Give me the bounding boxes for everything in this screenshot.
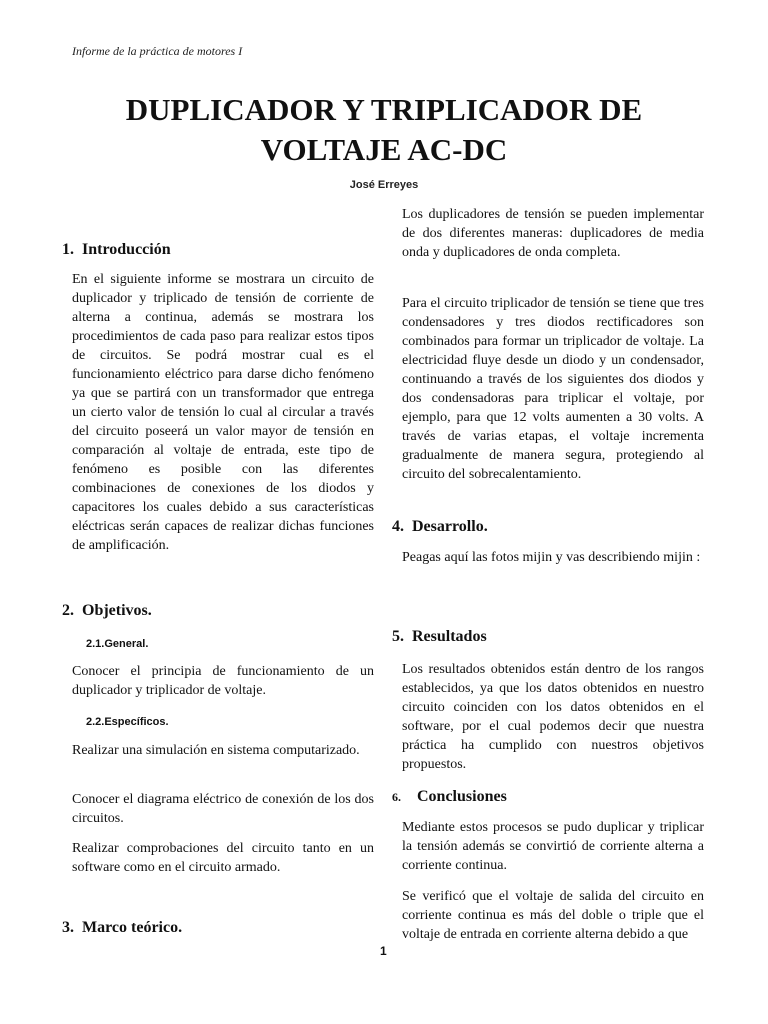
section-number: 6. [392,790,401,804]
section-heading-objetivos [62,601,152,620]
especifico-item-2: Conocer el diagrama eléctrico de conexión de los dos circuitos. [72,792,374,826]
section-heading-introduccion [62,240,171,259]
conclusiones-paragraph-2: Se verificó que el voltaje de salida del circuito en corriente continua es más del doble o triple que el voltaje de entrada en corriente alterna debido a que [402,889,704,942]
section-heading-conclusiones [392,787,507,807]
running-header: Informe de la práctica de motores I [72,44,243,58]
page-number: 1 [380,944,387,958]
section-number: 3. [62,919,74,936]
especifico-item-1: Realizar una simulación en sistema computarizado. [72,743,360,758]
section-heading-desarrollo [392,517,488,536]
marco-paragraph-2: Para el circuito triplicador de tensión se tiene que tres condensadores y tres diodos rectificadores son combinados para formar un triplicador de voltaje. La electricidad fluye desde un diodo y un condensador, continuando a través de los siguientes dos diodos y dos condensadoras para triplicar el voltaje, por ejemplo, para que 12 volts aumenten a 30 volts. A través de varias etapas, el voltaje incrementa gradualmente de manera segura, protegiendo al circuito del sobrecalentamiento. [402,296,704,482]
section-number: 2. [62,602,74,619]
general-paragraph: Conocer el principia de funcionamiento de un duplicador y triplicador de voltaje. [72,664,374,698]
desarrollo-paragraph: Peagas aquí las fotos mijin y vas describiendo mijin : [402,550,701,565]
section-heading-marco [62,918,182,937]
section-number: 1. [62,241,74,258]
section-title: Marco teórico. [82,919,183,936]
section-title: Objetivos. [82,602,152,619]
resultados-paragraph: Los resultados obtenidos están dentro de los rangos establecidos, ya que los datos obtenidos en nuestro circuito coinciden con los datos obtenidos en el software, por el cual podemos decir que nuestra práctica ha cumplido con nuestros objetivos propuestos. [402,662,704,772]
conclusiones-paragraph-1: Mediante estos procesos se pudo duplicar y triplicar la tensión además se convirtió de corriente alterna a corriente continua. [402,820,704,873]
section-number: 5. [392,628,404,645]
section-title: Desarrollo. [412,518,488,535]
title-line-2: VOLTAJE AC-DC [260,132,508,167]
title-line-1: DUPLICADOR Y TRIPLICADOR DE [125,92,643,127]
page-title [60,90,708,170]
section-title: Conclusiones [417,788,507,805]
section-heading-resultados [392,627,487,646]
subsection-heading-general: 2.1.General. [86,638,149,650]
especifico-item-3: Realizar comprobaciones del circuito tanto en un software como en el circuito armado. [72,841,374,875]
subsection-heading-especificos: 2.2.Específicos. [86,716,169,728]
section-number: 4. [392,518,404,535]
introduccion-paragraph: En el siguiente informe se mostrara un circuito de duplicador y triplicado de tensión de corriente de alterna a continua, además se mostrara los procedimientos de cada paso para realizar estos tipos de circuitos. Se podrá mostrar cual es el funcionamiento eléctrico para darse dicho fenómeno ya que se partirá con un transformador que entrega un cierto valor de tensión lo cual al circular a través del circuito poseerá un valor mayor de tensión en comparación al voltaje de entrada, este tipo de fenómeno es posible con las diferentes combinaciones de conexiones de los diodos y capacitores los cuales debido a sus características eléctricas serán capaces de realizar dichas funciones de amplificación. [72,272,374,553]
author-name: José Erreyes [349,179,419,191]
section-title: Resultados [412,628,487,645]
section-title: Introducción [82,241,171,258]
marco-paragraph-1: Los duplicadores de tensión se pueden implementar de dos diferentes maneras: duplicadores de media onda y duplicadores de onda completa. [402,207,704,260]
